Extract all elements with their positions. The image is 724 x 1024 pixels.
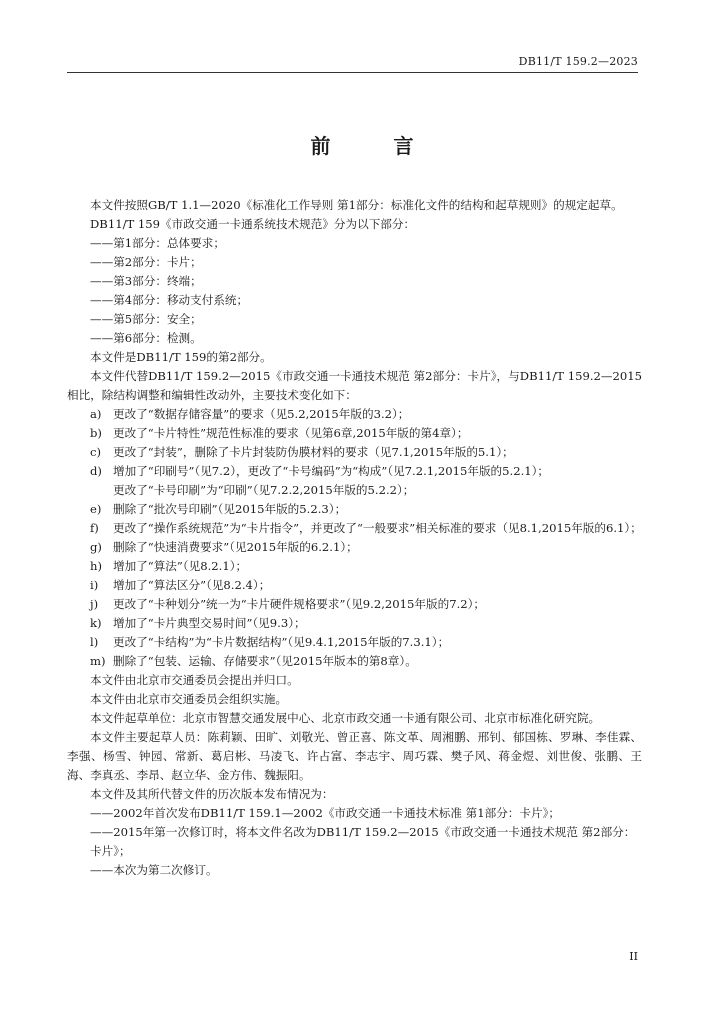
part-item: ——第5部分：安全； xyxy=(90,312,202,326)
drafters: 本文件主要起草人员：陈莉颖、田旷、刘敬光、曾正喜、陈文革、周湘鹏、邢钊、郁国栋、罗琳、李佳霖、李强、杨雪、钟园、常新、葛启彬、马凌飞、许占富、李志宇、周巧霖、樊子风、蒋金煜、刘世俊、张鹏、王海、李真丞、李昂、赵立华、金方伟、魏振阳。 xyxy=(67,730,642,782)
change-item: m) 删除了“包装、运输、存储要求”（见2015年版本的第8章）。 xyxy=(90,654,417,668)
change-item: e) 删除了“批次号印刷”（见2015年版的5.2.3）； xyxy=(90,502,347,516)
history-item: ——本次为第二次修订。 xyxy=(90,863,218,877)
change-item: f) 更改了“操作系统规范”为“卡片指令”，并更改了“一般要求”相关标准的要求（见8.1,2015年版的6.1）； xyxy=(90,521,642,535)
foreword-body xyxy=(67,196,642,880)
change-item: j) 更改了“卡种划分”统一为“卡片硬件规格要求”（见9.2,2015年版的7.2）； xyxy=(90,597,486,611)
history-item: ——2015年第一次修订时，将本文件名改为DB11/T 159.2—2015《市政交通一卡通技术规范 第2部分：卡片》； xyxy=(90,825,636,858)
page-title: 前 言 xyxy=(310,134,442,158)
proposer-statement: 本文件由北京市交通委员会提出并归口。 xyxy=(90,673,299,687)
change-item: h) 增加了“算法”（见8.2.1）； xyxy=(90,559,248,573)
part-item: ——第3部分：终端； xyxy=(90,274,202,288)
replace-statement: 本文件代替DB11/T 159.2—2015《市政交通一卡通技术规范 第2部分：卡片》，与DB11/T 159.2—2015相比，除结构调整和编辑性改动外，主要技术变化如下： xyxy=(67,369,642,402)
drafting-units: 本文件起草单位：北京市智慧交通发展中心、北京市政交通一卡通有限公司、北京市标准化研究院。 xyxy=(90,711,601,725)
history-item: ——2002年首次发布DB11/T 159.1—2002《市政交通一卡通技术标准 第1部分：卡片》； xyxy=(90,806,560,820)
header-rule xyxy=(67,72,638,73)
change-item: b) 更改了“卡片特性”规范性标准的要求（见第6章,2015年版的第4章）； xyxy=(90,426,469,440)
change-item-continuation: 更改了“卡号印刷”为“印刷”（见7.2.2,2015年版的5.2.2）； xyxy=(113,483,415,497)
part-item: ——第4部分：移动支付系统； xyxy=(90,293,249,307)
change-item: a) 更改了“数据存储容量”的要求（见5.2,2015年版的3.2）； xyxy=(90,407,410,421)
part-item: ——第6部分：检测。 xyxy=(90,331,202,345)
intro-paragraph: 本文件按照GB/T 1.1—2020《标准化工作导则 第1部分：标准化文件的结构和起草规则》的规定起草。 xyxy=(90,198,623,212)
document-code: DB11/T 159.2—2023 xyxy=(518,55,638,68)
part-statement: 本文件是DB11/T 159的第2部分。 xyxy=(90,350,272,364)
change-item: k) 增加了“卡片典型交易时间”（见9.3）； xyxy=(90,616,306,630)
part-item: ——第2部分：卡片； xyxy=(90,255,202,269)
change-item: i) 增加了“算法区分”（见8.2.4）； xyxy=(90,578,271,592)
part-item: ——第1部分：总体要求； xyxy=(90,236,225,250)
change-item: g) 删除了“快速消费要求”（见2015年版的6.2.1）； xyxy=(90,540,358,554)
page-number: II xyxy=(629,950,638,963)
intro-paragraph: DB11/T 159《市政交通一卡通系统技术规范》分为以下部分： xyxy=(90,217,416,231)
change-item: d) 增加了“印刷号”（见7.2），更改了“卡号编码”为“构成”（见7.2.1,2015年版的5.2.1）； xyxy=(90,464,550,478)
history-intro: 本文件及其所代替文件的历次版本发布情况为： xyxy=(90,787,334,801)
change-item: l) 更改了“卡结构”为“卡片数据结构”（见9.4.1,2015年版的7.3.1）； xyxy=(90,635,450,649)
implementer-statement: 本文件由北京市交通委员会组织实施。 xyxy=(90,692,288,706)
change-item: c) 更改了“封装”，删除了卡片封装防伪膜材料的要求（见7.1,2015年版的5.1）； xyxy=(90,445,514,459)
